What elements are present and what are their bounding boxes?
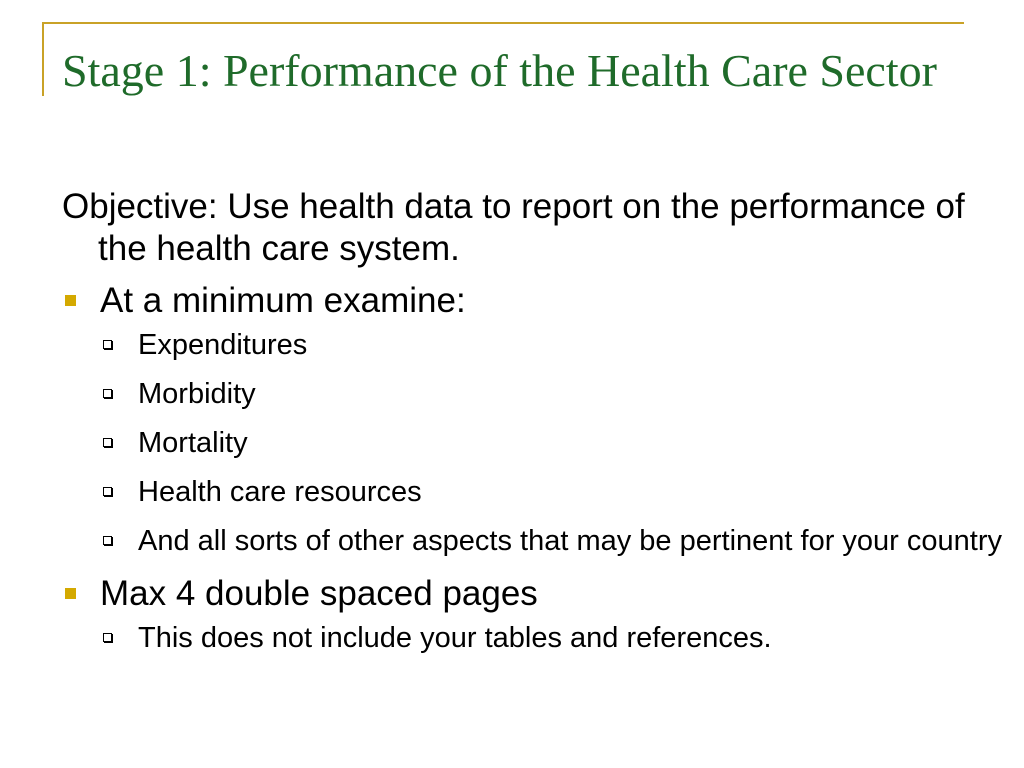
subbullet-text: This does not include your tables and references. <box>138 622 772 654</box>
slide-body <box>62 186 1002 670</box>
slide-title: Stage 1: Performance of the Health Care Sector <box>62 45 937 96</box>
subbullet-text: Mortality <box>138 427 248 459</box>
objective-text: Objective: Use health data to report on the performance of the health care system. <box>62 187 965 268</box>
frame-left-rule <box>42 22 44 96</box>
bullet-text: At a minimum examine: <box>100 281 466 320</box>
subbullet-text: Morbidity <box>138 378 256 410</box>
hollow-square-bullet-icon <box>103 340 112 349</box>
frame-top-rule <box>42 22 964 24</box>
bullet-minimum-examine <box>62 280 1002 322</box>
subbullet-other-aspects <box>62 524 1002 558</box>
bullet-max-pages <box>62 573 1002 615</box>
square-bullet-icon <box>65 295 76 306</box>
subbullet-text: And all sorts of other aspects that may be pertinent for your country <box>138 525 1002 557</box>
subbullet-mortality <box>62 426 1002 460</box>
bullet-text: Max 4 double spaced pages <box>100 574 538 613</box>
hollow-square-bullet-icon <box>103 536 112 545</box>
hollow-square-bullet-icon <box>103 633 112 642</box>
hollow-square-bullet-icon <box>103 487 112 496</box>
subbullet-text: Health care resources <box>138 476 422 508</box>
subbullet-expenditures <box>62 328 1002 362</box>
subbullet-health-care-resources <box>62 475 1002 509</box>
subbullet-tables-references <box>62 621 1002 655</box>
subbullet-text: Expenditures <box>138 329 308 361</box>
hollow-square-bullet-icon <box>103 438 112 447</box>
hollow-square-bullet-icon <box>103 389 112 398</box>
square-bullet-icon <box>65 588 76 599</box>
subbullet-morbidity <box>62 377 1002 411</box>
